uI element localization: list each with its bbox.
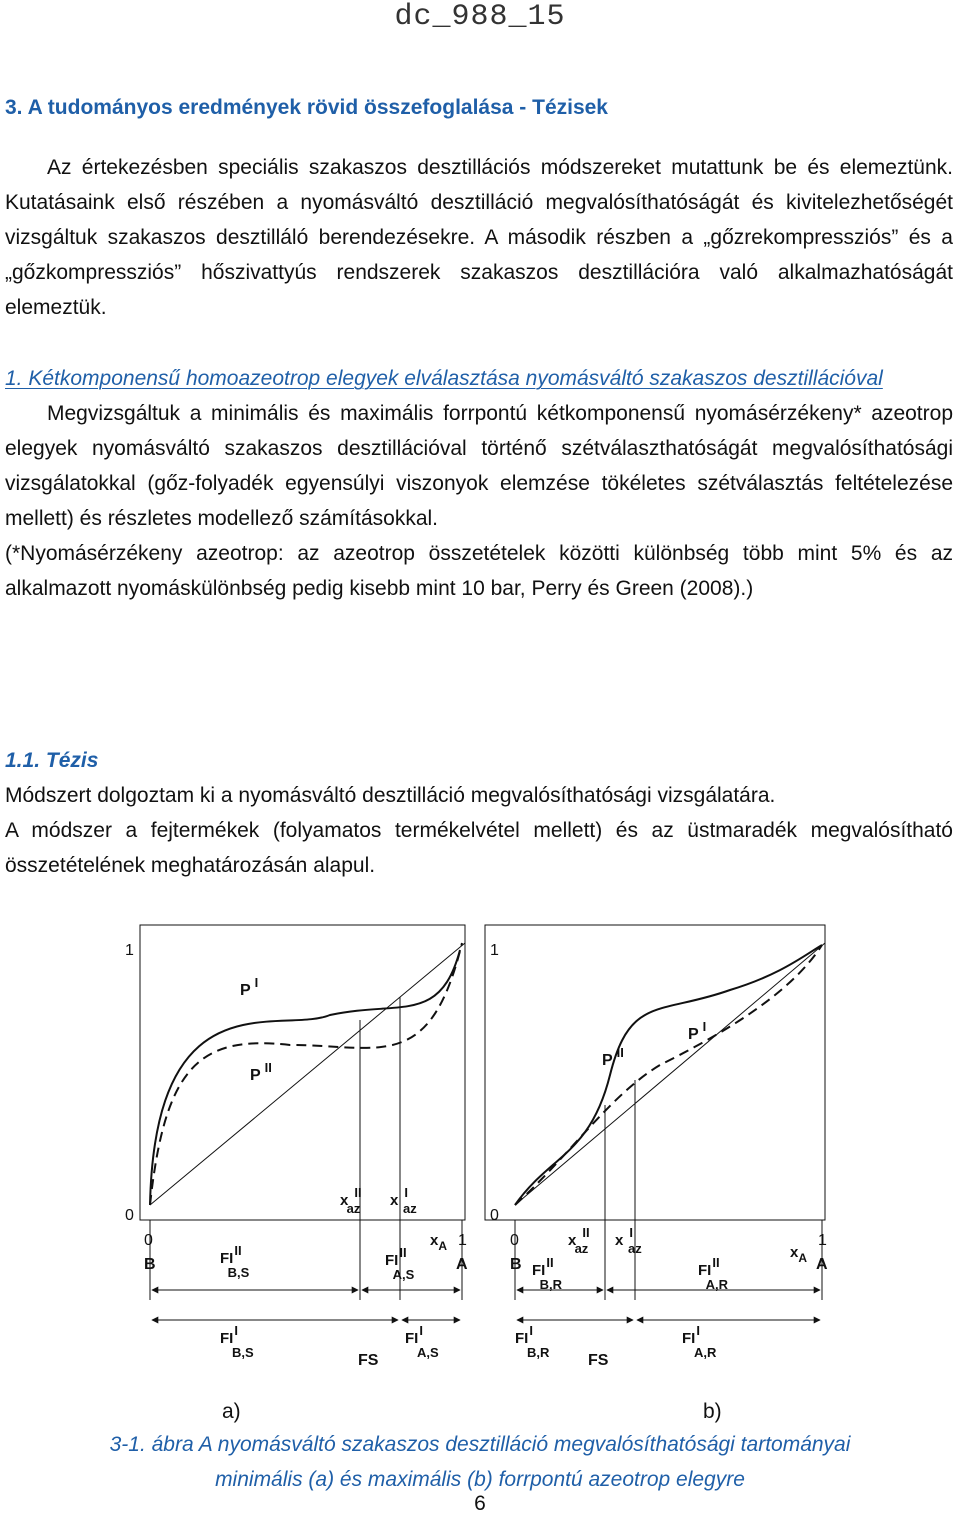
panel-b-x-zero: 0: [510, 1232, 519, 1249]
thesis-paragraph: Megvizsgáltuk a minimális és maximális forrpontú kétkomponensű nyomásérzékeny* azeotrop elegyek nyomásváltó szakaszos desztillációval történő szétválaszthatóságát megvalósíthatósági vizsgálatokkal (gőz-folyadék egyensúlyi viszonyok elemzése tökéletes szétválasztás feltételezése mellett) és részletes modellező számításokkal.: [5, 402, 953, 530]
panel-a-xa-label: $x_A$: [430, 1232, 448, 1253]
panel-b-xaz-ii-label: x II az: [568, 1225, 590, 1256]
caption-line-2: minimális (a) és maximális (b) forrpontú azeotrop elegyre: [215, 1468, 745, 1491]
panel-b-pii-label: P $^{II}$: [602, 1045, 624, 1069]
panel-b-tick-one: 1: [490, 942, 499, 959]
panel-b-tick-zero: 0: [490, 1207, 499, 1224]
thesis-footnote: (*Nyomásérzékeny azeotrop: az azeotrop összetételek közötti különbség több mint 5% és az alkalmazott nyomáskülönbség pedig kisebb mint 10 bar, Perry és Green (2008).): [5, 542, 953, 600]
panel-b-frame: [485, 925, 825, 1220]
tezis-line-1: Módszert dolgoztam ki a nyomásváltó desztilláció megvalósíthatósági vizsgálatára.: [5, 784, 776, 807]
panel-b-flar-ii-label: FIII A,R: [698, 1255, 728, 1292]
panel-a-x-b: B: [144, 1256, 156, 1273]
panel-a-flbs-ii-label: FIII B,S: [220, 1243, 250, 1280]
document-id: dc_988_15: [394, 0, 566, 34]
panel-a-flbs-i-label: FII B,S: [220, 1323, 254, 1360]
tezis-line-2: A módszer a fejtermékek (folyamatos termékelvétel mellett) és az üstmaradék megvalósítható összetételének meghatározásán alapul.: [5, 819, 953, 877]
panel-b-diagram: [485, 925, 828, 1369]
thesis-block: [5, 361, 953, 606]
panel-b-flar-i-label: FII A,R: [682, 1323, 717, 1360]
intro-block: [5, 150, 953, 325]
panel-a-pi-label: P $^I$: [240, 975, 259, 999]
panel-a-pii-label: P $^{II}$: [250, 1060, 272, 1084]
caption-line-1: 3-1. ábra A nyomásváltó szakaszos desztilláció megvalósíthatósági tartományai: [109, 1433, 851, 1456]
figure-diagrams: [100, 915, 860, 1369]
page-number: 6: [474, 1492, 486, 1515]
panel-a-label: a): [222, 1400, 241, 1423]
panel-a-diagonal: [150, 943, 465, 1205]
panel-a-frame: [140, 925, 465, 1220]
thesis-heading: 1. Kétkomponensű homoazeotrop elegyek elválasztása nyomásváltó szakaszos desztillációval: [5, 367, 883, 390]
intro-paragraph: Az értekezésben speciális szakaszos desztillációs módszereket mutattunk be és elemeztünk. Kutatásaink első részében a nyomásváltó desztilláció megvalósíthatóságát és kivitelezhetőségét vizsgáltuk szakaszos desztilláló berendezésekre. A második részben a „gőzrekompressziós” és a „gőzkompressziós” hőszivattyús rendszerek szakaszos desztillációra való alkalmazhatóságát elemeztük.: [5, 156, 953, 319]
panel-a-flas-i-label: FII A,S: [405, 1323, 439, 1360]
panel-a-x-a: A: [456, 1256, 468, 1273]
panel-b-diagonal: [515, 943, 825, 1205]
panel-b-x-a: A: [816, 1256, 828, 1273]
panel-b-pi-label: P $^I$: [688, 1019, 707, 1043]
panel-a-xaz-i-label: x I az: [390, 1185, 417, 1216]
panel-a-x-zero: 0: [144, 1232, 153, 1249]
panel-b-flbr-i-label: FII B,R: [515, 1323, 550, 1360]
panel-a-tick-zero: 0: [125, 1207, 134, 1224]
panel-a-flas-ii-label: FIII A,S: [385, 1245, 415, 1282]
figure-3-1: [100, 915, 860, 1369]
panel-b-flbr-ii-label: FIII B,R: [532, 1255, 562, 1292]
panel-b-xa-label: $x_A$: [790, 1244, 808, 1265]
figure-caption: [0, 1427, 960, 1497]
panel-b-x-b: B: [510, 1256, 522, 1273]
tezis-block: [5, 743, 953, 883]
panel-a-xaz-ii-label: x II az: [340, 1185, 362, 1216]
panel-b-label: b): [703, 1400, 722, 1423]
section-title: 3. A tudományos eredmények rövid összefoglalása - Tézisek: [5, 96, 608, 119]
panel-a-tick-one: 1: [125, 942, 134, 959]
panel-a-x-one: 1: [458, 1232, 467, 1249]
panel-a-fs-label: FS: [358, 1352, 379, 1369]
panel-b-xaz-i-label: x I az: [615, 1225, 642, 1256]
panel-b-fs-label: FS: [588, 1352, 609, 1369]
panel-b-x-one: 1: [818, 1232, 827, 1249]
tezis-title: 1.1. Tézis: [5, 749, 99, 772]
panel-a-diagram: [125, 925, 468, 1369]
